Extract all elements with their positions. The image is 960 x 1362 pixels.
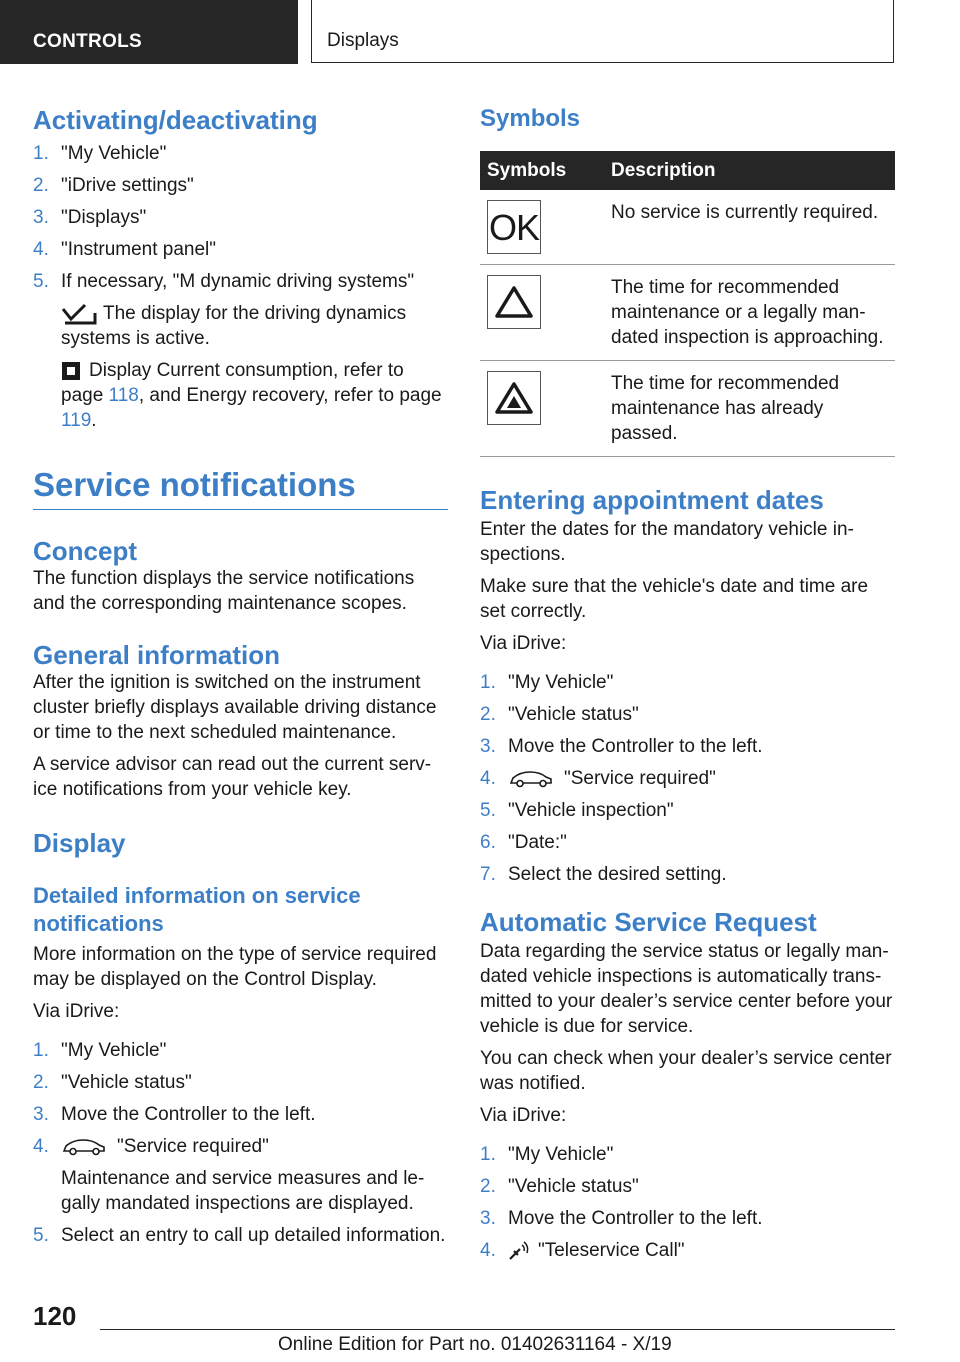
table-row <box>480 190 895 265</box>
symbol-description: No service is currently required. <box>604 190 895 265</box>
appointment-heading: Entering appointment dates <box>480 485 824 515</box>
asr-steps <box>480 1142 896 1263</box>
activating-steps <box>33 141 448 294</box>
ok-icon: OK <box>487 200 541 254</box>
symbols-heading: Symbols <box>480 105 581 132</box>
general-info-p2: A service advisor can read out the current serv-ice notifications from your vehicle key. <box>33 754 432 800</box>
symbols-table <box>480 151 895 457</box>
display-steps <box>33 1038 448 1248</box>
symbol-description: The time for recommended maintenance has already passed. <box>604 361 895 457</box>
col-header-symbols: Symbols <box>480 151 604 190</box>
list-item: 5. Select an entry to call up detailed information. <box>33 1225 446 1246</box>
concept-heading: Concept <box>33 536 137 566</box>
table-row <box>480 265 895 361</box>
general-info-heading: General information <box>33 640 281 670</box>
edition-text: Online Edition for Part no. 01402631164 - X/19 <box>278 1334 672 1355</box>
section-tab <box>0 0 298 64</box>
list-item: 2. "Vehicle status" <box>480 1176 639 1197</box>
car-icon <box>508 769 554 789</box>
square-display-icon <box>61 361 81 381</box>
symbol-description: The time for recommended maintenance or a legally man-dated inspection is approaching. <box>604 265 895 361</box>
car-icon <box>61 1137 107 1157</box>
list-item: 2. "Vehicle status" <box>480 704 639 725</box>
page-header <box>0 0 960 66</box>
detailed-info-text: More information on the type of service required may be displayed on the Control Display. <box>33 944 437 990</box>
driving-dynamics-note: The display for the driving dynamics systems is active. <box>61 303 407 349</box>
step-sub-text: Maintenance and service measures and le-gally mandated inspections are displayed. <box>61 1168 425 1214</box>
activating-heading: Activating/deactivating <box>33 105 318 135</box>
display-heading: Display <box>33 828 126 858</box>
via-idrive-label: Via iDrive: <box>480 633 567 654</box>
chapter-label: Displays <box>327 30 399 51</box>
list-item: 3. Move the Controller to the left. <box>480 1208 763 1229</box>
detailed-info-heading: Detailed information on service notifications <box>33 883 361 936</box>
list-item: 3. Move the Controller to the left. <box>33 1104 316 1125</box>
appointment-steps <box>480 670 896 887</box>
page-number: 120 <box>33 1301 77 1331</box>
title-divider <box>33 509 448 510</box>
list-item: 3. Move the Controller to the left. <box>480 736 763 757</box>
asr-heading: Automatic Service Request <box>480 907 817 937</box>
col-header-description: Description <box>604 151 895 190</box>
left-column <box>33 96 448 1255</box>
general-info-p1: After the ignition is switched on the instrument cluster briefly displays available driving distance or time to the next scheduled maintenance. <box>33 672 437 743</box>
list-item: 1. "My Vehicle" <box>480 1144 614 1165</box>
list-item: 6. "Date:" <box>480 832 567 853</box>
list-item: 1. "My Vehicle" <box>33 143 167 164</box>
concept-text: The function displays the service notifications and the corresponding maintenance scopes. <box>33 568 415 614</box>
appointment-p2: Make sure that the vehicle's date and time are set correctly. <box>480 576 869 622</box>
via-idrive-label: Via iDrive: <box>480 1105 567 1126</box>
list-item: 5. If necessary, "M dynamic driving systems" <box>33 271 415 292</box>
list-item: 4. "Instrument panel" <box>33 239 217 260</box>
asr-p2: You can check when your dealer’s service center was notified. <box>480 1048 892 1094</box>
list-item: 5. "Vehicle inspection" <box>480 800 674 821</box>
appointment-p1: Enter the dates for the mandatory vehicle in-spections. <box>480 519 854 565</box>
list-item: 4. "Service required" Maintenance and service measures and le-gally mandated inspections are displayed. <box>33 1134 448 1216</box>
chapter-tab <box>311 0 894 63</box>
list-item: 7. Select the desired setting. <box>480 864 727 885</box>
list-item: 1. "My Vehicle" <box>33 1040 167 1061</box>
service-notifications-title: Service notifications <box>33 466 356 503</box>
asr-p1: Data regarding the service status or legally man-dated vehicle inspections is automatically trans-mitted to your dealer’s service center before your vehicle is due for service. <box>480 941 893 1037</box>
list-item: 4. "Service required" <box>480 768 716 789</box>
section-label: CONTROLS <box>33 31 143 52</box>
table-header-row <box>480 151 895 190</box>
list-item: 4. "Teleservice Call" <box>480 1240 685 1261</box>
teleservice-icon <box>508 1241 530 1261</box>
list-item: 2. "iDrive settings" <box>33 175 194 196</box>
via-idrive-label: Via iDrive: <box>33 1001 120 1022</box>
checkmark-icon <box>61 303 97 325</box>
page-link-119[interactable]: 119 <box>61 410 92 431</box>
list-item: 2. "Vehicle status" <box>33 1072 192 1093</box>
warning-triangle-filled-icon <box>487 371 541 425</box>
list-item: 1. "My Vehicle" <box>480 672 614 693</box>
consumption-note: Display Current consumption, refer to page 118, and Energy recovery, refer to page 119. <box>61 360 442 431</box>
table-row <box>480 361 895 457</box>
right-column <box>480 96 896 1270</box>
page-link-118[interactable]: 118 <box>108 385 139 406</box>
footer-divider <box>100 1329 895 1330</box>
warning-triangle-icon <box>487 275 541 329</box>
list-item: 3. "Displays" <box>33 207 147 228</box>
